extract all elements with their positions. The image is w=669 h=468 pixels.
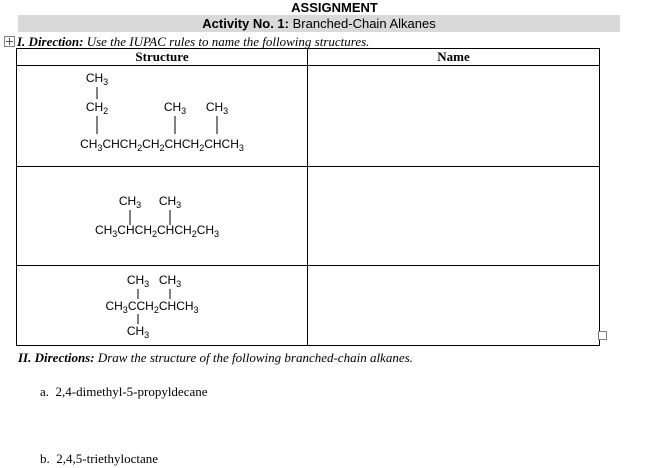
list-item-text: 2,4,5-triethyloctane xyxy=(56,451,159,466)
list-item-text: 2,4-dimethyl-5-propyldecane xyxy=(55,384,208,399)
structure-cell-1 xyxy=(17,66,308,167)
structure-cell-3 xyxy=(17,266,308,346)
structure-1-top-ch3: $CH_3$ xyxy=(85,71,109,87)
part2-directions-text: Draw the structure of the following branched-chain alkanes. xyxy=(97,350,413,365)
part2-directions xyxy=(18,350,413,366)
structure-3-main-chain: $CH_3CCH_2CHCH_3$ xyxy=(105,299,199,315)
activity-name: Branched-Chain Alkanes xyxy=(292,16,436,31)
structure-3-branch-1: $CH_3$ xyxy=(126,273,150,289)
structure-1-formula xyxy=(17,66,308,166)
structure-2-branch-1: $CH_3$ xyxy=(118,194,142,210)
structure-3-branch-2: $CH_3$ xyxy=(158,273,182,289)
list-marker: b. xyxy=(40,451,50,466)
part1-direction-label: I. Direction: xyxy=(17,34,84,49)
column-header-name: Name xyxy=(308,49,600,66)
list-marker: a. xyxy=(40,384,50,399)
list-item-b xyxy=(40,451,158,467)
structure-3-formula xyxy=(17,266,308,345)
structures-table xyxy=(16,48,600,346)
assignment-title: ASSIGNMENT xyxy=(291,0,378,15)
part1-direction-text: Use the IUPAC rules to name the following structures. xyxy=(86,34,370,49)
column-header-structure: Structure xyxy=(17,49,308,66)
structure-1-branch-2: $CH_3$ xyxy=(205,100,229,116)
structure-1-branch-1: $CH_3$ xyxy=(163,100,187,116)
name-answer-cell-2[interactable] xyxy=(308,167,600,266)
name-answer-cell-3[interactable] xyxy=(308,266,600,346)
structure-2-formula xyxy=(17,167,308,265)
part2-directions-label: II. Directions: xyxy=(18,350,95,365)
activity-heading xyxy=(18,15,620,32)
structure-3-bottom-ch3: $CH_3$ xyxy=(126,324,150,340)
structure-2-branch-2: $CH_3$ xyxy=(158,194,182,210)
list-item-a xyxy=(40,384,208,400)
structure-2-main-chain: $CH_3CHCH_2CHCH_2CH_3$ xyxy=(94,223,220,239)
name-answer-cell-1[interactable] xyxy=(308,66,600,167)
table-move-handle-icon[interactable] xyxy=(4,36,15,47)
table-resize-handle-icon[interactable] xyxy=(598,331,607,340)
structure-cell-2 xyxy=(17,167,308,266)
structure-1-top-ch2: $CH_2$ xyxy=(85,100,109,116)
structure-1-main-chain: $CH_3CHCH_2CH_2CHCH_2CHCH_3$ xyxy=(80,137,244,153)
activity-label: Activity No. 1: xyxy=(202,16,289,31)
